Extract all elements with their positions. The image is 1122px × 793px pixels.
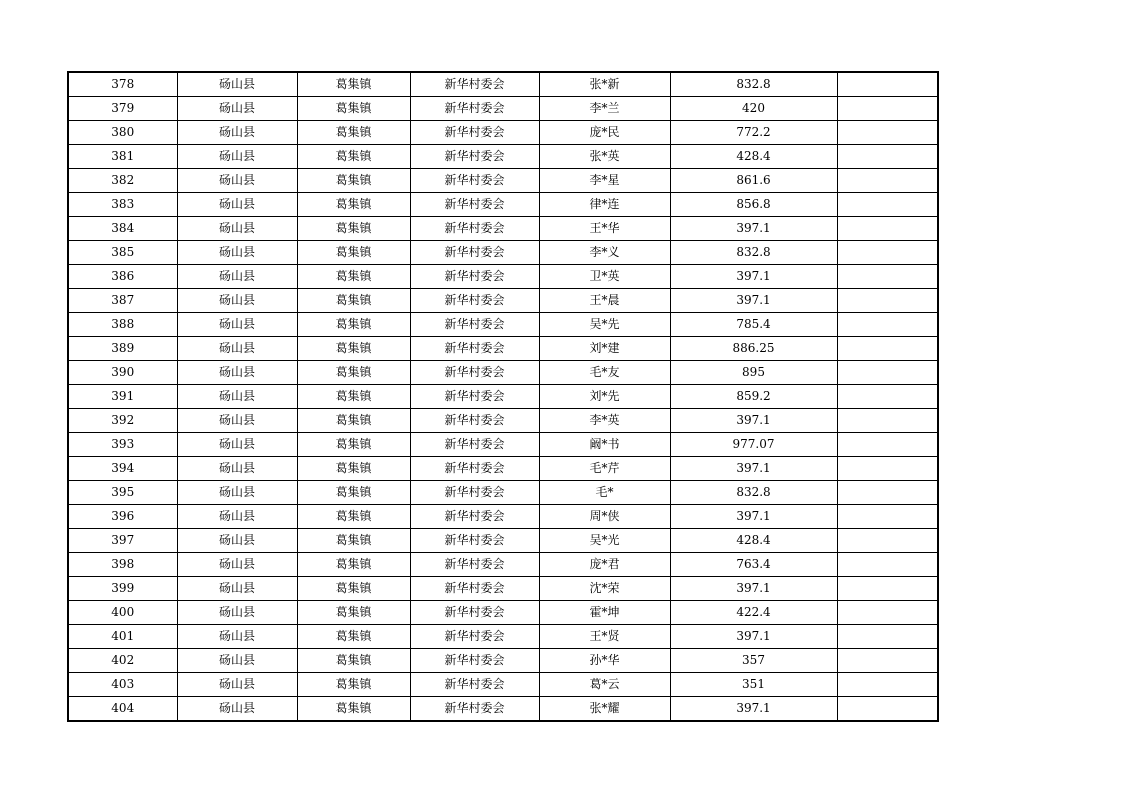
table-row [68, 481, 938, 505]
table-row [68, 673, 938, 697]
amount-cell: 397.1 [670, 505, 837, 529]
village-committee-cell: 新华村委会 [410, 577, 539, 601]
name-cell: 刘*先 [539, 385, 670, 409]
table-row [68, 553, 938, 577]
county-cell: 砀山县 [177, 289, 297, 313]
name-cell: 吴*先 [539, 313, 670, 337]
town-cell: 葛集镇 [297, 673, 410, 697]
remark-cell [837, 145, 938, 169]
serial-number-cell: 404 [68, 697, 177, 722]
town-cell: 葛集镇 [297, 529, 410, 553]
name-cell: 周*侠 [539, 505, 670, 529]
serial-number-cell: 390 [68, 361, 177, 385]
remark-cell [837, 193, 938, 217]
town-cell: 葛集镇 [297, 577, 410, 601]
name-cell: 李*星 [539, 169, 670, 193]
name-cell: 阚*书 [539, 433, 670, 457]
remark-cell [837, 313, 938, 337]
remark-cell [837, 361, 938, 385]
amount-cell: 397.1 [670, 265, 837, 289]
village-committee-cell: 新华村委会 [410, 72, 539, 97]
county-cell: 砀山县 [177, 217, 297, 241]
county-cell: 砀山县 [177, 313, 297, 337]
serial-number-cell: 385 [68, 241, 177, 265]
county-cell: 砀山县 [177, 145, 297, 169]
table-row [68, 577, 938, 601]
table-body [68, 72, 938, 721]
town-cell: 葛集镇 [297, 337, 410, 361]
amount-cell: 832.8 [670, 481, 837, 505]
table-row [68, 433, 938, 457]
town-cell: 葛集镇 [297, 97, 410, 121]
name-cell: 王*晨 [539, 289, 670, 313]
village-committee-cell: 新华村委会 [410, 625, 539, 649]
remark-cell [837, 121, 938, 145]
name-cell: 王*华 [539, 217, 670, 241]
amount-cell: 397.1 [670, 289, 837, 313]
county-cell: 砀山县 [177, 433, 297, 457]
table-row [68, 145, 938, 169]
serial-number-cell: 392 [68, 409, 177, 433]
table-row [68, 289, 938, 313]
village-committee-cell: 新华村委会 [410, 553, 539, 577]
serial-number-cell: 379 [68, 97, 177, 121]
table-row [68, 601, 938, 625]
amount-cell: 763.4 [670, 553, 837, 577]
town-cell: 葛集镇 [297, 72, 410, 97]
name-cell: 李*兰 [539, 97, 670, 121]
amount-cell: 397.1 [670, 409, 837, 433]
table-row [68, 193, 938, 217]
village-committee-cell: 新华村委会 [410, 145, 539, 169]
amount-cell: 397.1 [670, 577, 837, 601]
name-cell: 刘*建 [539, 337, 670, 361]
serial-number-cell: 399 [68, 577, 177, 601]
village-committee-cell: 新华村委会 [410, 385, 539, 409]
county-cell: 砀山县 [177, 361, 297, 385]
table-row [68, 649, 938, 673]
name-cell: 吴*光 [539, 529, 670, 553]
village-committee-cell: 新华村委会 [410, 313, 539, 337]
county-cell: 砀山县 [177, 697, 297, 722]
remark-cell [837, 337, 938, 361]
village-committee-cell: 新华村委会 [410, 457, 539, 481]
serial-number-cell: 398 [68, 553, 177, 577]
remark-cell [837, 457, 938, 481]
town-cell: 葛集镇 [297, 265, 410, 289]
amount-cell: 856.8 [670, 193, 837, 217]
remark-cell [837, 289, 938, 313]
remark-cell [837, 505, 938, 529]
name-cell: 孙*华 [539, 649, 670, 673]
table-row [68, 121, 938, 145]
name-cell: 毛*友 [539, 361, 670, 385]
remark-cell [837, 481, 938, 505]
county-cell: 砀山县 [177, 97, 297, 121]
serial-number-cell: 400 [68, 601, 177, 625]
table-row [68, 385, 938, 409]
town-cell: 葛集镇 [297, 433, 410, 457]
remark-cell [837, 97, 938, 121]
town-cell: 葛集镇 [297, 697, 410, 722]
town-cell: 葛集镇 [297, 217, 410, 241]
amount-cell: 397.1 [670, 457, 837, 481]
name-cell: 霍*坤 [539, 601, 670, 625]
village-committee-cell: 新华村委会 [410, 481, 539, 505]
county-cell: 砀山县 [177, 577, 297, 601]
county-cell: 砀山县 [177, 649, 297, 673]
village-committee-cell: 新华村委会 [410, 649, 539, 673]
table-row [68, 97, 938, 121]
table-row [68, 169, 938, 193]
amount-cell: 420 [670, 97, 837, 121]
county-cell: 砀山县 [177, 72, 297, 97]
amount-cell: 422.4 [670, 601, 837, 625]
amount-cell: 397.1 [670, 697, 837, 722]
table-row [68, 697, 938, 722]
remark-cell [837, 673, 938, 697]
name-cell: 葛*云 [539, 673, 670, 697]
remark-cell [837, 169, 938, 193]
town-cell: 葛集镇 [297, 505, 410, 529]
county-cell: 砀山县 [177, 553, 297, 577]
town-cell: 葛集镇 [297, 385, 410, 409]
name-cell: 卫*英 [539, 265, 670, 289]
county-cell: 砀山县 [177, 193, 297, 217]
amount-cell: 428.4 [670, 529, 837, 553]
remark-cell [837, 697, 938, 722]
serial-number-cell: 387 [68, 289, 177, 313]
table-row [68, 505, 938, 529]
amount-cell: 397.1 [670, 217, 837, 241]
village-committee-cell: 新华村委会 [410, 97, 539, 121]
table-row [68, 529, 938, 553]
county-cell: 砀山县 [177, 601, 297, 625]
remark-cell [837, 241, 938, 265]
serial-number-cell: 386 [68, 265, 177, 289]
name-cell: 王*贤 [539, 625, 670, 649]
remark-cell [837, 385, 938, 409]
village-committee-cell: 新华村委会 [410, 121, 539, 145]
county-cell: 砀山县 [177, 505, 297, 529]
town-cell: 葛集镇 [297, 625, 410, 649]
county-cell: 砀山县 [177, 121, 297, 145]
remark-cell [837, 625, 938, 649]
remark-cell [837, 72, 938, 97]
remark-cell [837, 601, 938, 625]
town-cell: 葛集镇 [297, 241, 410, 265]
table-row [68, 72, 938, 97]
table-row [68, 217, 938, 241]
amount-cell: 886.25 [670, 337, 837, 361]
name-cell: 李*义 [539, 241, 670, 265]
town-cell: 葛集镇 [297, 481, 410, 505]
village-committee-cell: 新华村委会 [410, 193, 539, 217]
serial-number-cell: 388 [68, 313, 177, 337]
village-committee-cell: 新华村委会 [410, 169, 539, 193]
serial-number-cell: 395 [68, 481, 177, 505]
town-cell: 葛集镇 [297, 409, 410, 433]
county-cell: 砀山县 [177, 385, 297, 409]
remark-cell [837, 265, 938, 289]
town-cell: 葛集镇 [297, 193, 410, 217]
town-cell: 葛集镇 [297, 361, 410, 385]
town-cell: 葛集镇 [297, 457, 410, 481]
village-committee-cell: 新华村委会 [410, 505, 539, 529]
serial-number-cell: 384 [68, 217, 177, 241]
name-cell: 律*连 [539, 193, 670, 217]
village-committee-cell: 新华村委会 [410, 433, 539, 457]
remark-cell [837, 433, 938, 457]
village-committee-cell: 新华村委会 [410, 217, 539, 241]
name-cell: 张*耀 [539, 697, 670, 722]
county-cell: 砀山县 [177, 625, 297, 649]
remark-cell [837, 649, 938, 673]
serial-number-cell: 402 [68, 649, 177, 673]
remark-cell [837, 577, 938, 601]
amount-cell: 428.4 [670, 145, 837, 169]
name-cell: 张*新 [539, 72, 670, 97]
amount-cell: 397.1 [670, 625, 837, 649]
serial-number-cell: 401 [68, 625, 177, 649]
amount-cell: 832.8 [670, 72, 837, 97]
amount-cell: 785.4 [670, 313, 837, 337]
village-committee-cell: 新华村委会 [410, 409, 539, 433]
amount-cell: 357 [670, 649, 837, 673]
town-cell: 葛集镇 [297, 169, 410, 193]
serial-number-cell: 378 [68, 72, 177, 97]
village-committee-cell: 新华村委会 [410, 697, 539, 722]
village-committee-cell: 新华村委会 [410, 673, 539, 697]
village-committee-cell: 新华村委会 [410, 601, 539, 625]
serial-number-cell: 381 [68, 145, 177, 169]
name-cell: 李*英 [539, 409, 670, 433]
table-row [68, 241, 938, 265]
name-cell: 庞*君 [539, 553, 670, 577]
amount-cell: 977.07 [670, 433, 837, 457]
village-committee-cell: 新华村委会 [410, 529, 539, 553]
serial-number-cell: 403 [68, 673, 177, 697]
county-cell: 砀山县 [177, 169, 297, 193]
village-committee-cell: 新华村委会 [410, 337, 539, 361]
table-row [68, 625, 938, 649]
town-cell: 葛集镇 [297, 121, 410, 145]
town-cell: 葛集镇 [297, 145, 410, 169]
serial-number-cell: 382 [68, 169, 177, 193]
serial-number-cell: 380 [68, 121, 177, 145]
name-cell: 张*英 [539, 145, 670, 169]
county-cell: 砀山县 [177, 481, 297, 505]
county-cell: 砀山县 [177, 673, 297, 697]
table-row [68, 361, 938, 385]
amount-cell: 772.2 [670, 121, 837, 145]
amount-cell: 861.6 [670, 169, 837, 193]
amount-cell: 351 [670, 673, 837, 697]
name-cell: 沈*荣 [539, 577, 670, 601]
village-committee-cell: 新华村委会 [410, 289, 539, 313]
town-cell: 葛集镇 [297, 601, 410, 625]
county-cell: 砀山县 [177, 457, 297, 481]
amount-cell: 832.8 [670, 241, 837, 265]
table-row [68, 313, 938, 337]
amount-cell: 859.2 [670, 385, 837, 409]
name-cell: 毛*芹 [539, 457, 670, 481]
town-cell: 葛集镇 [297, 313, 410, 337]
village-committee-cell: 新华村委会 [410, 265, 539, 289]
table-row [68, 337, 938, 361]
village-committee-cell: 新华村委会 [410, 361, 539, 385]
remark-cell [837, 409, 938, 433]
county-cell: 砀山县 [177, 265, 297, 289]
table-row [68, 265, 938, 289]
village-committee-cell: 新华村委会 [410, 241, 539, 265]
remark-cell [837, 553, 938, 577]
serial-number-cell: 396 [68, 505, 177, 529]
remark-cell [837, 217, 938, 241]
county-cell: 砀山县 [177, 529, 297, 553]
serial-number-cell: 394 [68, 457, 177, 481]
remark-cell [837, 529, 938, 553]
county-cell: 砀山县 [177, 337, 297, 361]
amount-cell: 895 [670, 361, 837, 385]
serial-number-cell: 393 [68, 433, 177, 457]
table-row [68, 457, 938, 481]
town-cell: 葛集镇 [297, 553, 410, 577]
town-cell: 葛集镇 [297, 649, 410, 673]
county-cell: 砀山县 [177, 241, 297, 265]
name-cell: 庞*民 [539, 121, 670, 145]
town-cell: 葛集镇 [297, 289, 410, 313]
name-cell: 毛* [539, 481, 670, 505]
serial-number-cell: 383 [68, 193, 177, 217]
serial-number-cell: 397 [68, 529, 177, 553]
data-table [67, 71, 939, 722]
serial-number-cell: 391 [68, 385, 177, 409]
serial-number-cell: 389 [68, 337, 177, 361]
county-cell: 砀山县 [177, 409, 297, 433]
table-row [68, 409, 938, 433]
